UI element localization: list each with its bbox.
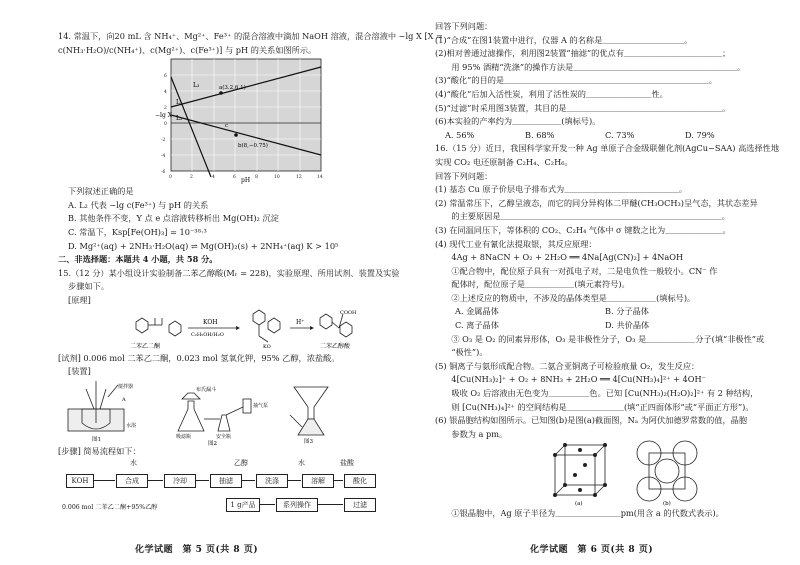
product-structure: [320, 314, 352, 337]
reaction-scheme: [58, 308, 378, 352]
flow-box-product: 1 g产品: [226, 498, 260, 512]
svg-text:8: 8: [255, 175, 258, 181]
point-b-label: b(8,−0.75): [238, 143, 268, 150]
flow-box-filter: 过滤: [344, 498, 376, 512]
svg-text:水浴: 水浴: [126, 422, 137, 429]
q16-line: (1) 基态 Cu 原子价层电子排布式为＿＿＿＿＿＿＿＿＿＿＿＿＿＿。: [435, 184, 688, 195]
flow-box-dissolve: 溶解: [302, 474, 334, 488]
flow-box-wash: 洗涤: [256, 474, 288, 488]
page-footer-right: 化学试题 第 6 页(共 8 页): [530, 545, 654, 555]
figure-1-apparatus: [68, 381, 124, 431]
flow-box-synthesis: 合成: [116, 474, 148, 488]
apparatus-heading: [装置]: [68, 366, 91, 377]
svg-text:安全瓶: 安全瓶: [216, 433, 232, 440]
svg-text:L₃: L₃: [193, 82, 200, 90]
q16-line: ①配合物中，配位原子具有一对孤电子对，二是电负性一般较小。CN⁻ 作: [435, 265, 718, 276]
q16-line: (6) 银晶胞结构如图所示。已知图(b)是图(a)截面图，Nₐ 为阿伏加德罗常数的值，晶胞: [435, 415, 748, 426]
svg-text:4: 4: [164, 90, 167, 96]
q15-subquestion: (6)本实验的产率约为＿＿＿＿＿＿(填标号)。: [435, 116, 601, 127]
q15-yield-options: A. 56% B. 68% C. 73% D. 79%: [445, 129, 715, 140]
crystal-type-options: C. 离子晶体 D. 共价晶体: [455, 320, 650, 331]
steps-heading: [步骤] 简易流程如下：: [58, 445, 141, 456]
svg-text:0: 0: [169, 175, 172, 181]
principle-heading: [原理]: [68, 294, 91, 305]
q16-line: (2) 常温常压下，乙醇呈液态，而它的同分异构体二甲醚(CH₃OCH₃)呈气态，其状态差异: [435, 197, 758, 208]
svg-text:图1: 图1: [92, 436, 101, 443]
svg-text:(a): (a): [575, 501, 583, 508]
svg-text:搅拌器: 搅拌器: [118, 383, 134, 390]
q15-subquestion: (5)“过滤”时采用图3装置，其目的是＿＿＿＿＿＿＿＿＿＿＿＿＿＿＿＿＿＿＿。: [435, 102, 731, 113]
q16-line: ③ O₃ 是 O₂ 的同素异形体，O₃ 是非极性分子，O₃ 是＿＿＿＿＿＿分子(填“非极性”或: [435, 333, 765, 344]
svg-text:L₁: L₁: [176, 99, 183, 107]
q16-line: 实现 CO₂ 电还原制备 C₂H₄、C₂H₆。: [435, 156, 573, 167]
svg-text:c: c: [225, 123, 229, 130]
process-flowchart: 水 乙醇 水 盐酸 KOH 合成 冷却 抽滤 洗涤 溶解 酸化 0.006 mol 二苯乙二酮+95%乙醇 1 g产品 系列操作 过滤: [58, 458, 388, 522]
q15-subquestion: (3)“酸化”的目的是＿＿＿＿＿＿＿＿＿＿＿＿＿＿＿＿＿＿＿＿＿＿＿＿＿。: [435, 75, 717, 86]
q16-line: (4) 现代工业有氰化法提取银，其反应原理：: [435, 238, 597, 249]
q16-line: 回答下列问题：: [435, 170, 493, 181]
q14-option-b: B. 其他条件不变，Y 点 e 点溶液转移析出 Mg(OH)₂ 沉淀: [68, 213, 279, 224]
q16-line: 参数为 a pm。: [435, 428, 508, 439]
benzil-label: 二苯乙二酮: [130, 342, 161, 350]
y-axis-label: −lg X: [155, 112, 172, 120]
q14-option-a: A. L₂ 代表 −lg c(Fe³⁺) 与 pH 的关系: [68, 199, 209, 210]
svg-text:(b): (b): [663, 501, 671, 508]
crystal-type-options: A. 金属晶体 B. 分子晶体: [455, 306, 649, 317]
svg-text:2: 2: [164, 106, 167, 112]
svg-text:布氏漏斗: 布氏漏斗: [196, 386, 217, 393]
product-label: 二苯乙醇酸: [320, 342, 351, 350]
figure-2-apparatus: [178, 393, 251, 431]
q14-stem: 下列叙述正确的是: [68, 186, 134, 197]
q15-subquestion: (2)相对普通过滤操作，利用图2装置“抽滤”的优点有＿＿＿＿＿＿＿＿＿＿＿＿；: [435, 48, 731, 59]
q16-line: (3) 在同温同压下，等体积的 CO₂、C₂H₄ 气体中 σ 键数之比为＿＿＿＿＿＿＿。: [435, 224, 731, 235]
flow-box-cool: 冷却: [164, 474, 196, 488]
q16-line: 吸收 O₂ 后溶液由无色变为＿＿＿＿＿色。已知 [Cu(NH₃)₂(H₂O)₂]²⁺ 有 2 种结构，: [435, 388, 759, 399]
section-heading: 二、非选择题：本题共 4 小题，共 58 分。: [58, 254, 218, 265]
svg-text:图2: 图2: [208, 440, 217, 447]
flow-box-suction-filter: 抽滤: [210, 474, 242, 488]
q14-line: 14. 常温下，向20 mL 含 NH₄⁺、Mg²⁺、Fe³⁺ 的混合溶液中滴加 NaOH 溶液，混合溶液中 −lg X [X =: [58, 31, 443, 41]
svg-text:A: A: [122, 396, 126, 403]
point-a-label: a(3.2,6.1): [219, 85, 246, 92]
svg-text:KO: KO: [263, 343, 271, 350]
x-axis-label: pH: [241, 177, 251, 185]
flow-start-materials: 0.006 mol 二苯乙二酮+95%乙醇: [62, 504, 158, 512]
flow-box-koh: KOH: [66, 474, 94, 488]
svg-text:H⁺: H⁺: [296, 318, 305, 326]
svg-text:吸滤瓶: 吸滤瓶: [176, 433, 192, 440]
svg-text:0: 0: [164, 122, 167, 128]
apparatus-figures: [58, 379, 388, 445]
intermediate-structure: [253, 310, 280, 342]
question-15: [58, 267, 400, 523]
q15-subquestion: (1)“合成”在图1装置中进行，仪器 A 的名称是＿＿＿＿＿＿＿＿＿＿。: [435, 34, 693, 45]
svg-text:L₂: L₂: [176, 115, 183, 123]
q15-line: 15.（12 分）某小组设计实验制备二苯乙醇酸(Mᵣ = 228)，实验原理、所用试剂、装置及实验: [58, 267, 400, 278]
svg-text:14: 14: [317, 175, 323, 181]
svg-text:6: 6: [164, 74, 167, 80]
q14-option-d: D. Mg²⁺(aq) + 2NH₃·H₂O(aq) ⇌ Mg(OH)₂(s) + 2NH₄⁺(aq) K > 10⁵: [68, 240, 339, 251]
flow-box-series-ops: 系列操作: [276, 498, 318, 512]
svg-text:COOH: COOH: [340, 309, 357, 316]
svg-text:10: 10: [274, 175, 280, 181]
svg-text:-4: -4: [161, 154, 166, 160]
svg-text:-2: -2: [161, 138, 166, 144]
page-footer-left: 化学试题 第 5 页(共 8 页): [135, 545, 259, 555]
q14-graph: [133, 57, 363, 185]
q16-line: 16.（15 分）近日，我国科学家开发一种 Ag 单原子合金级联催化剂(AgCu−SAA) 高选择性地: [435, 143, 780, 154]
benzil-structure: [136, 318, 181, 336]
svg-text:C₂H₅OH/H₂O: C₂H₅OH/H₂O: [191, 331, 224, 338]
unit-cell-a: [555, 445, 605, 495]
q16-last-subquestion: ①银晶胞中，Ag 原子半径为＿＿＿＿＿＿＿＿pm(用含 a 的代数式表示)。: [435, 508, 724, 519]
q16-line: 配体时，配位原子是＿＿＿＿＿＿(填元素符号)。: [435, 279, 630, 290]
q14-option-c: C. 常温下，Ksp[Fe(OH)₃] = 10⁻³⁸·³: [68, 226, 207, 237]
page-right: [400, 0, 800, 565]
svg-text:图3: 图3: [304, 438, 313, 445]
q16-line: “极性”)。: [435, 347, 488, 358]
answer-heading: 回答下列问题：: [435, 21, 493, 31]
svg-text:12: 12: [296, 175, 302, 181]
q14-line: c(NH₃·H₂O)/c(NH₄⁺)、c(Mg²⁺)、c(Fe³⁺)] 与 pH 的关系如图所示。: [58, 44, 317, 55]
q16-line: 的主要原因是＿＿＿＿＿＿＿＿＿＿＿＿＿＿＿＿＿＿＿＿＿＿＿＿＿＿＿。: [435, 211, 730, 222]
svg-text:2: 2: [190, 175, 193, 181]
svg-text:-6: -6: [161, 170, 166, 176]
q15-line: 步骤如下。: [68, 281, 109, 292]
q16-equation: 4Ag + 8NaCN + O₂ + 2H₂O ══ 4Na[Ag(CN)₂] + 4NaOH: [435, 252, 684, 263]
flow-box-acidify: 酸化: [344, 474, 376, 488]
q15-subquestion: 用 95% 酒精“洗涤”的操作方法是＿＿＿＿＿＿＿＿＿＿＿＿＿＿＿＿＿＿＿＿。: [435, 61, 746, 72]
silver-unit-cell-figure: [435, 441, 755, 507]
svg-text:4: 4: [212, 175, 215, 181]
q15-subquestion: (4)“酸化”后加入活性炭，利用了活性炭的＿＿＿＿＿＿＿＿性。: [435, 88, 668, 99]
question-16: [435, 142, 780, 521]
q16-line: ②上述反应的物质中，不涉及的晶体类型是＿＿＿＿＿＿(填标号)。: [435, 292, 696, 303]
q16-line: 则 [Cu(NH₃)₄]²⁺ 的空间结构是＿＿＿＿＿＿＿(填“正四面体形”或“平面正方形”)。: [435, 401, 754, 412]
svg-text:6: 6: [233, 175, 236, 181]
svg-text:KOH: KOH: [203, 318, 218, 326]
unit-cell-b: [637, 441, 697, 501]
q16-equation: 4[Cu(NH₃)₂]⁺ + O₂ + 8NH₃ + 2H₂O ══ 4[Cu(NH₃)₄]²⁺ + 4OH⁻: [435, 374, 706, 385]
question-14: [58, 30, 443, 253]
q16-line: (5) 铜离子与氨形成配合物。二氨合亚铜离子可检验痕量 O₂，发生反应：: [435, 360, 700, 371]
figure-3-apparatus: [290, 387, 328, 435]
svg-text:抽气泵: 抽气泵: [253, 402, 269, 409]
reagents-line: [试剂] 0.006 mol 二苯乙二酮，0.023 mol 氢氧化钾，95% 乙醇，浓盐酸。: [58, 352, 340, 363]
